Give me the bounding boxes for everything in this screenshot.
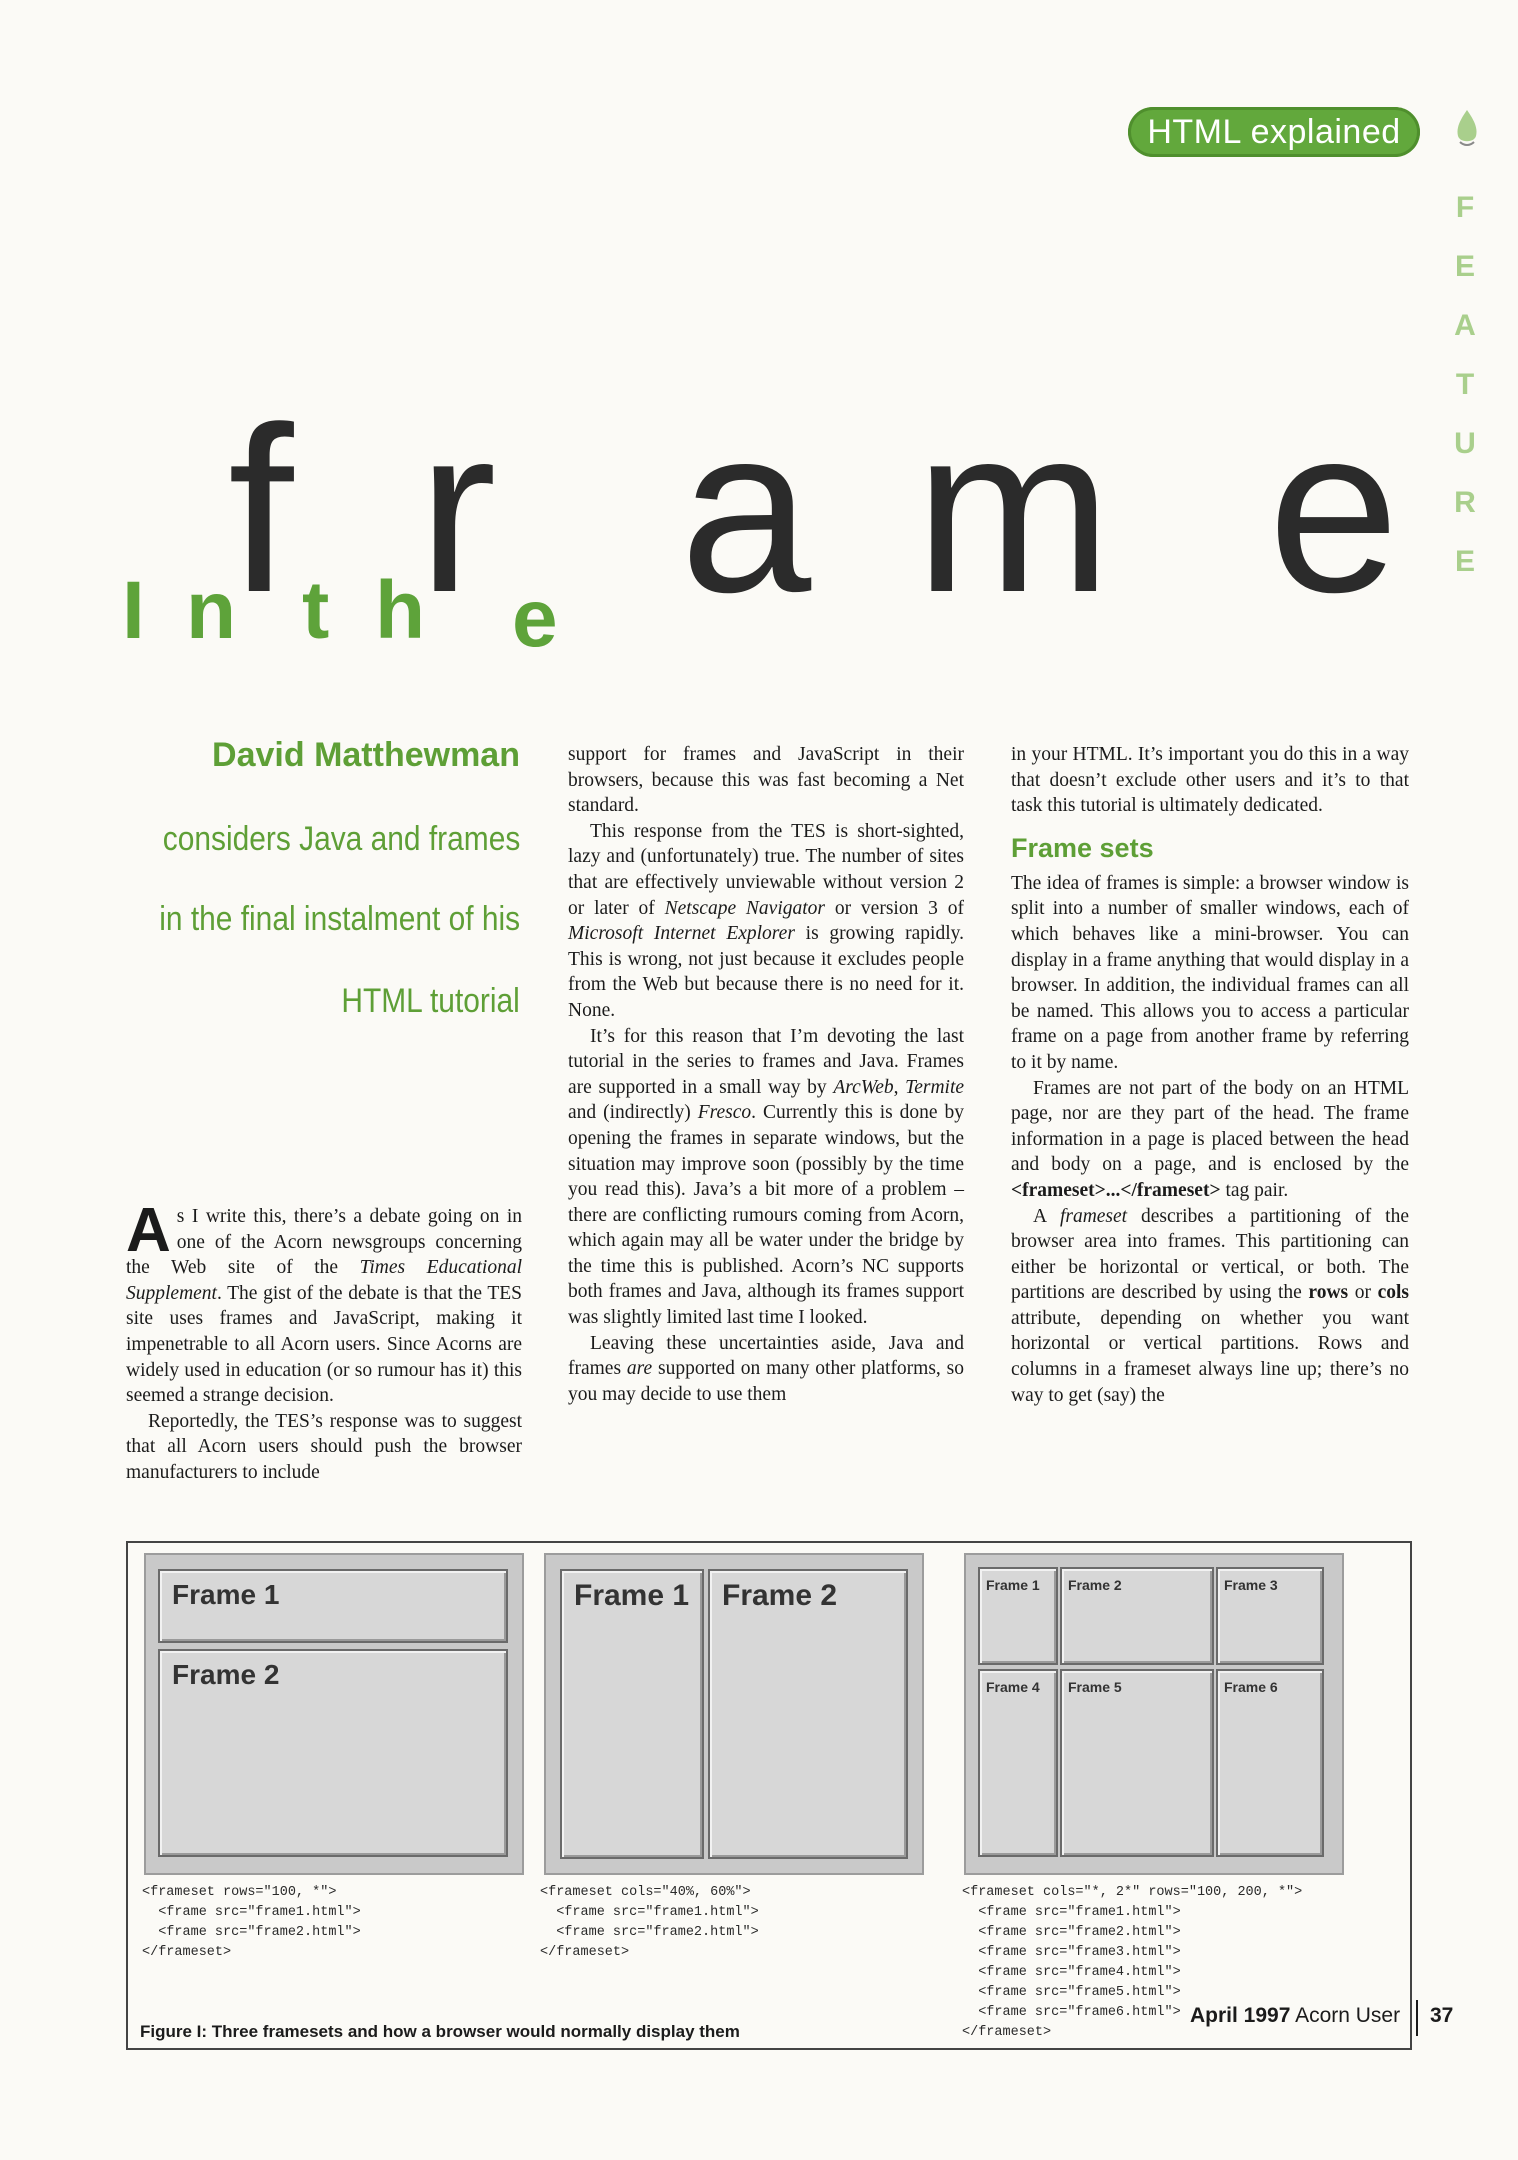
frame-pane: [1216, 1669, 1324, 1857]
figure-caption: Figure I: Three framesets and how a browser would normally display them: [140, 2022, 740, 2041]
frame-pane: [1060, 1567, 1214, 1665]
browser-screenshot-grid: [964, 1553, 1344, 1875]
subheading: Frame sets: [1011, 832, 1154, 863]
title-letter: a: [680, 378, 812, 642]
frame-pane: [1216, 1567, 1324, 1665]
paragraph: Reportedly, the TES’s response was to suggest that all Acorn users should push the browser manufacturers to include: [126, 1410, 522, 1483]
paragraph: The idea of frames is simple: a browser window is split into a number of smaller windows, each of which behaves like a mini-browser. You can display in a frame anything that would display in a browser. In addition, the individual frames can all be named. This allows you to access a particular frame on a page from another frame by referring to it by name.: [1011, 872, 1409, 1073]
page-number: 37: [1430, 2004, 1454, 2027]
title-letter: t: [302, 565, 330, 656]
issue-date: April 1997: [1190, 2004, 1291, 2027]
frame-label: Frame 1: [986, 1577, 1040, 1593]
frame-label: Frame 2: [1068, 1577, 1122, 1593]
frame-pane: [1060, 1669, 1214, 1857]
standfirst-line: HTML tutorial: [341, 982, 520, 1020]
title-letter: f: [228, 378, 294, 642]
frame-pane: [978, 1567, 1058, 1665]
feature-letter: E: [1454, 250, 1475, 283]
frame-label: Frame 2: [722, 1579, 838, 1612]
title-letter: e: [1268, 378, 1400, 642]
code-sample: <frameset cols="*, 2*" rows="100, 200, *"> <frame src="frame1.html"> <frame src="frame2.html"> <frame src="frame3.html"> <frame src="frame4.html"> <frame src="frame5.html"> <frame src="frame6.html"> </frameset>: [962, 1885, 1303, 2040]
author-name: David Matthewman: [212, 736, 520, 774]
article-column-1: [126, 1196, 522, 1486]
paragraph: This response from the TES is short-sighted, lazy and (unfortunately) true. The number of sites that are effectively unviewable without version 2 or later of Netscape Navigator or version 3 of Microsoft Internet Explorer is growing rapidly. This is wrong, not just because it excludes people from the Web but because there is no need for it. None.: [568, 820, 964, 1021]
title-letter: e: [512, 573, 558, 664]
article-column-2: [568, 742, 964, 1407]
paragraph-text: s I write this, there’s a debate going on in one of the Acorn newsgroups concerning the Web site of the Times Educational Supplement. The gist of the debate is that the TES site uses frames and JavaScript, making it impenetrable to all Acorn users. Since Acorns are widely used in education (or so rumour has it) this seemed a strange decision.: [126, 1206, 522, 1407]
frame-label: Frame 6: [1224, 1679, 1278, 1695]
frame-pane: [560, 1569, 704, 1859]
standfirst-line: in the final instalment of his: [159, 900, 520, 938]
frame-label: Frame 1: [574, 1579, 690, 1612]
feature-letter: F: [1455, 191, 1475, 224]
feature-vertical-label: [1440, 178, 1490, 591]
frame-label: Frame 3: [1224, 1577, 1278, 1593]
frame-pane: [978, 1669, 1058, 1857]
feature-letter: A: [1454, 309, 1476, 342]
feature-letter: R: [1454, 486, 1476, 519]
feature-letter: T: [1455, 368, 1475, 401]
footer-divider: [1416, 2000, 1418, 2036]
frame-label: Frame 5: [1068, 1679, 1122, 1695]
title-letter: h: [375, 565, 426, 656]
title-letter: r: [418, 378, 497, 642]
code-sample: <frameset rows="100, *"> <frame src="frame1.html"> <frame src="frame2.html"> </frameset>: [142, 1885, 361, 1960]
title-letter: n: [186, 565, 237, 656]
figure-framesets: [126, 1541, 1412, 2050]
frame-label: Frame 4: [986, 1679, 1040, 1695]
paragraph: Frames are not part of the body on an HTML page, nor are they part of the head. The frame information in a page is placed between the head and body on a page, and is enclosed by the <frameset>...</frameset> tag pair.: [1011, 1077, 1409, 1201]
feature-letter: E: [1454, 545, 1475, 578]
paragraph: It’s for this reason that I’m devoting the last tutorial in the series to frames and Java. Frames are supported in a small way by ArcWeb, Termite and (indirectly) Fresco. Currently this is done by opening the frames in separate windows, but the situation may improve soon (possibly by the time you read this). Java’s a bit more of a problem – there are conflicting rumours coming from Acorn, which again may all be water under the bridge by the time this is published. Acorn’s NC supports both frames and Java, although its frames support was slightly limited last time I looked.: [568, 1025, 965, 1329]
section-pill: HTML explained: [1128, 107, 1420, 157]
frame-label: Frame 1: [172, 1579, 280, 1610]
code-sample: <frameset cols="40%, 60%"> <frame src="frame1.html"> <frame src="frame2.html"> </frameset>: [540, 1885, 759, 1960]
browser-screenshot-rows: [144, 1553, 524, 1875]
paragraph: in your HTML. It’s important you do this in a way that doesn’t exclude other users and it’s to that task this tutorial is ultimately dedicated.: [1011, 744, 1409, 817]
magazine-name: Acorn User: [1295, 2004, 1401, 2027]
title-letter: I: [122, 565, 145, 656]
title-letter: m: [915, 378, 1112, 642]
page-footer: [1190, 2004, 1454, 2028]
frame-pane: [158, 1649, 508, 1857]
drop-cap: A: [126, 1196, 171, 1265]
frame-pane: [158, 1569, 508, 1643]
paragraph: support for frames and JavaScript in their browsers, because this was fast becoming a Net standard.: [568, 744, 964, 817]
paragraph: [126, 1196, 522, 1409]
paragraph: Leaving these uncertainties aside, Java and frames are supported on many other platforms, so you may decide to use them: [568, 1332, 964, 1405]
paragraph: A frameset describes a partitioning of the browser area into frames. This partitioning can either be horizontal or vertical, or both. The partitions are described by using the rows or cols attribute, depending on whether you want horizontal or vertical partitions. Rows and columns in a frameset always line up; there’s no way to get (say) the: [1011, 1205, 1409, 1406]
leaf-icon: [1454, 108, 1480, 148]
frame-label: Frame 2: [172, 1659, 280, 1690]
standfirst-line: considers Java and frames: [162, 820, 520, 858]
feature-letter: U: [1454, 427, 1476, 460]
frame-pane: [708, 1569, 908, 1859]
article-column-3: [1011, 742, 1409, 1408]
browser-screenshot-cols: [544, 1553, 924, 1875]
